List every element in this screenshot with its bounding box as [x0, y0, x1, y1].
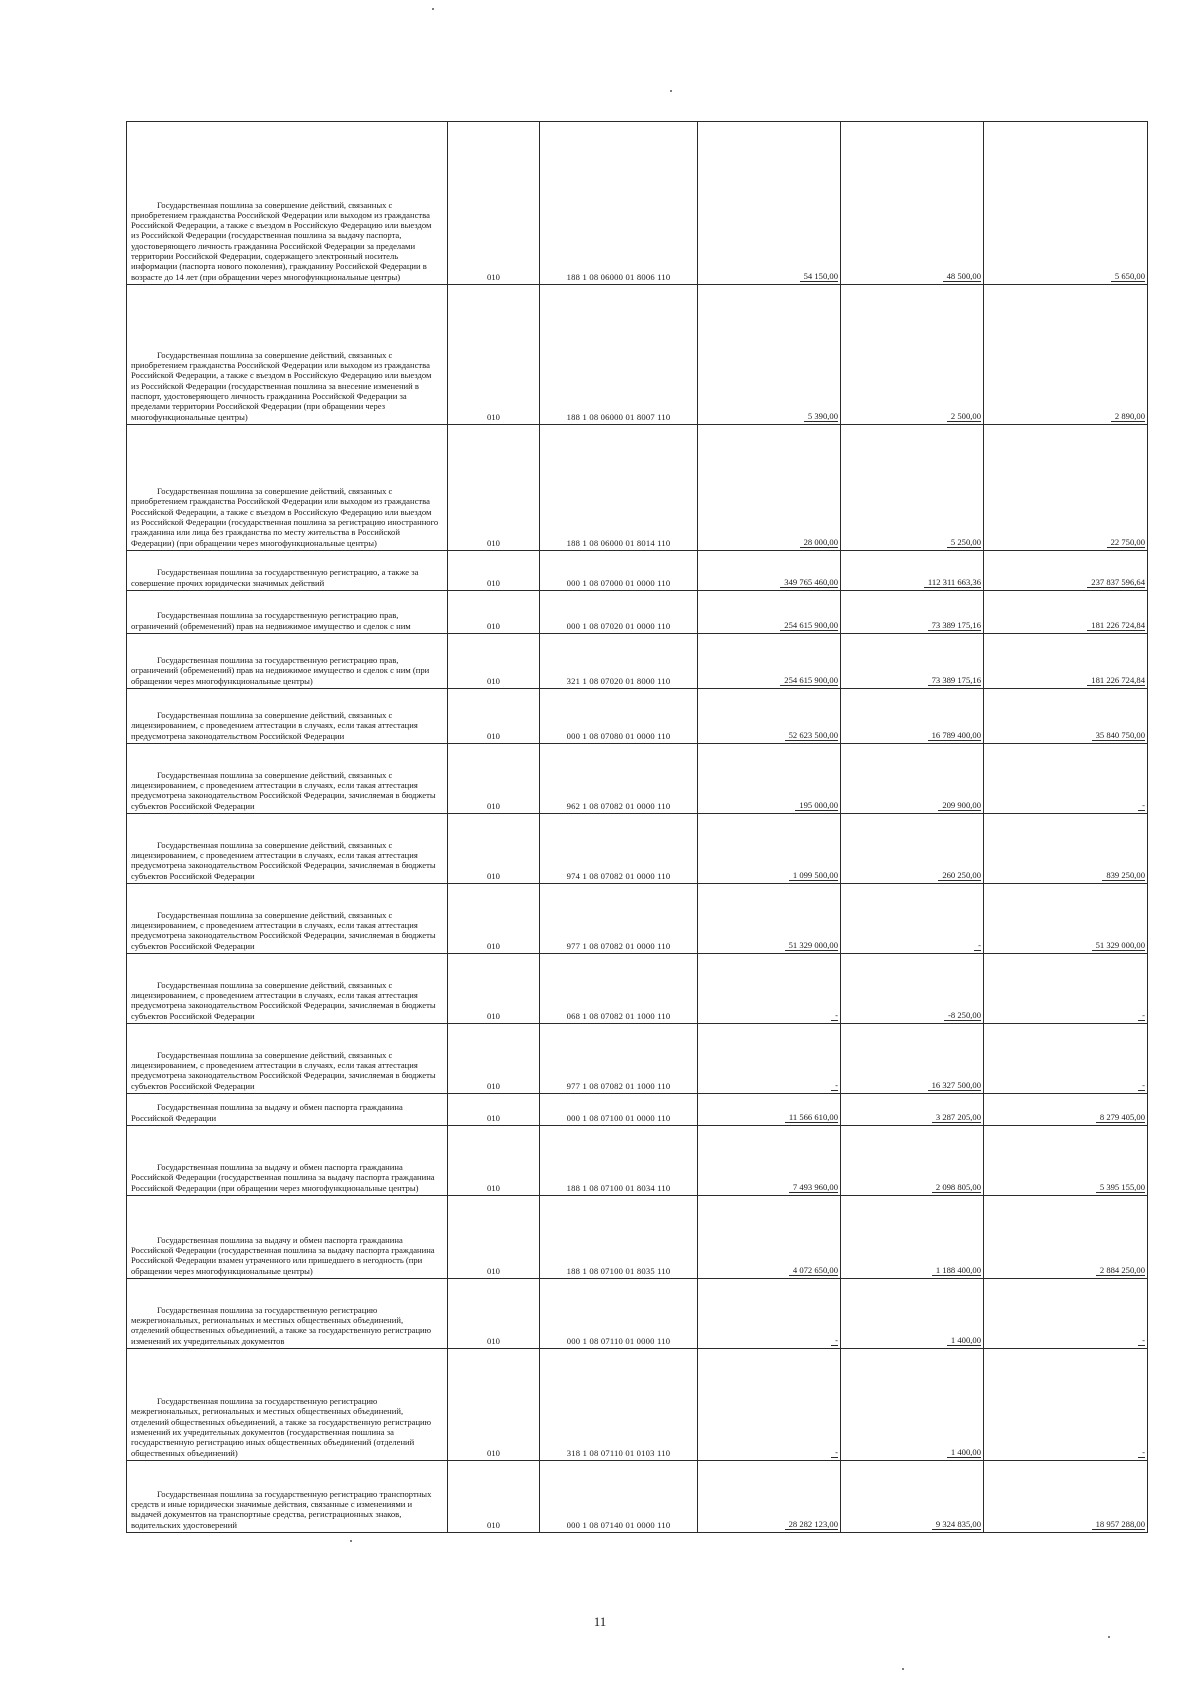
row-remaining-value: 22 750,00 [984, 425, 1148, 551]
row-plan-value: 7 493 960,00 [698, 1126, 841, 1196]
row-executed-value: - [841, 884, 984, 954]
row-remaining-value: 181 226 724,84 [984, 591, 1148, 634]
row-plan-value: 195 000,00 [698, 744, 841, 814]
row-kbk-code: 974 1 08 07082 01 0000 110 [540, 814, 698, 884]
row-name: Государственная пошлина за совершение действий, связанных с лицензированием, с проведением аттестации в случаях, если такая аттестация предусмотрена законодательством Российской Федерации, зачисляемая в бюджеты субъектов Российской Федерации [127, 884, 448, 954]
row-plan-value: 254 615 900,00 [698, 634, 841, 689]
row-executed-value: 16 789 400,00 [841, 689, 984, 744]
page-number: 11 [593, 1614, 607, 1629]
row-line-code: 010 [448, 285, 540, 425]
row-name: Государственная пошлина за выдачу и обмен паспорта гражданина Российской Федерации (государственная пошлина за выдачу паспорта гражданина Российской Федерации (при обращении через многофункциональные центры) [127, 1126, 448, 1196]
row-name: Государственная пошлина за государственную регистрацию транспортных средств и иные юридически значимые действия, связанные с изменениями и выдачей документов на транспортные средства, регистрационных знаков, водительских удостоверений [127, 1461, 448, 1533]
row-executed-value: -8 250,00 [841, 954, 984, 1024]
row-executed-value: 2 500,00 [841, 285, 984, 425]
row-name: Государственная пошлина за совершение действий, связанных с лицензированием, с проведением аттестации в случаях, если такая аттестация предусмотрена законодательством Российской Федерации, зачисляемая в бюджеты субъектов Российской Федерации [127, 1024, 448, 1094]
row-plan-value: - [698, 1349, 841, 1461]
row-name: Государственная пошлина за государственную регистрацию, а также за совершение прочих юридически значимых действий [127, 551, 448, 591]
table-row [127, 1024, 1148, 1094]
row-kbk-code: 188 1 08 06000 01 8014 110 [540, 425, 698, 551]
row-remaining-value: - [984, 954, 1148, 1024]
row-line-code: 010 [448, 689, 540, 744]
table-row [127, 591, 1148, 634]
row-plan-value: - [698, 1024, 841, 1094]
row-plan-value: 51 329 000,00 [698, 884, 841, 954]
table-row [127, 1126, 1148, 1196]
row-line-code: 010 [448, 1024, 540, 1094]
row-line-code: 010 [448, 1126, 540, 1196]
row-executed-value: 9 324 835,00 [841, 1461, 984, 1533]
row-remaining-value: 35 840 750,00 [984, 689, 1148, 744]
scan-speck [1108, 1636, 1110, 1638]
row-kbk-code: 977 1 08 07082 01 0000 110 [540, 884, 698, 954]
budget-revenue-table [126, 121, 1148, 1533]
row-kbk-code: 000 1 08 07020 01 0000 110 [540, 591, 698, 634]
row-name: Государственная пошлина за выдачу и обмен паспорта гражданина Российской Федерации [127, 1094, 448, 1126]
row-kbk-code: 188 1 08 07100 01 8034 110 [540, 1126, 698, 1196]
row-name: Государственная пошлина за совершение действий, связанных с лицензированием, с проведением аттестации в случаях, если такая аттестация предусмотрена законодательством Российской Федерации, зачисляемая в бюджеты субъектов Российской Федерации [127, 954, 448, 1024]
row-executed-value: 2 098 805,00 [841, 1126, 984, 1196]
row-remaining-value: 237 837 596,64 [984, 551, 1148, 591]
row-kbk-code: 188 1 08 07100 01 8035 110 [540, 1196, 698, 1279]
row-plan-value: 349 765 460,00 [698, 551, 841, 591]
row-name: Государственная пошлина за государственную регистрацию межрегиональных, региональных и местных общественных объединений, отделений общественных объединений, а также за государственную регистрацию изменений их учредительных документов (государственная пошлина за государственную регистрацию иных общественных объединений (отделений общественных объединений) [127, 1349, 448, 1461]
row-remaining-value: 181 226 724,84 [984, 634, 1148, 689]
row-kbk-code: 321 1 08 07020 01 8000 110 [540, 634, 698, 689]
row-remaining-value: 18 957 288,00 [984, 1461, 1148, 1533]
row-executed-value: 1 188 400,00 [841, 1196, 984, 1279]
row-remaining-value: - [984, 744, 1148, 814]
row-kbk-code: 318 1 08 07110 01 0103 110 [540, 1349, 698, 1461]
row-kbk-code: 000 1 08 07110 01 0000 110 [540, 1279, 698, 1349]
table-row [127, 122, 1148, 285]
row-executed-value: 112 311 663,36 [841, 551, 984, 591]
row-name: Государственная пошлина за государственную регистрацию прав, ограничений (обременений) прав на недвижимое имущество и сделок с ним [127, 591, 448, 634]
row-line-code: 010 [448, 884, 540, 954]
scan-speck [670, 90, 672, 92]
row-remaining-value: 8 279 405,00 [984, 1094, 1148, 1126]
row-executed-value: 3 287 205,00 [841, 1094, 984, 1126]
row-kbk-code: 000 1 08 07140 01 0000 110 [540, 1461, 698, 1533]
row-line-code: 010 [448, 814, 540, 884]
table-row [127, 744, 1148, 814]
row-remaining-value: 2 890,00 [984, 285, 1148, 425]
row-remaining-value: 839 250,00 [984, 814, 1148, 884]
row-plan-value: 54 150,00 [698, 122, 841, 285]
row-plan-value: - [698, 954, 841, 1024]
row-plan-value: 28 282 123,00 [698, 1461, 841, 1533]
table-row [127, 1349, 1148, 1461]
row-name: Государственная пошлина за совершение действий, связанных с приобретением гражданства Российской Федерации или выходом из гражданства Российской Федерации, а также с въездом в Российскую Федерацию или выездом из Российской Федерации (государственная пошлина за регистрацию иностранного гражданина или лица без гражданства по месту жительства в Российской Федерации) (при обращении через многофункциональные центры) [127, 425, 448, 551]
row-line-code: 010 [448, 1094, 540, 1126]
row-remaining-value: 51 329 000,00 [984, 884, 1148, 954]
scan-speck [350, 1540, 352, 1542]
row-kbk-code: 962 1 08 07082 01 0000 110 [540, 744, 698, 814]
row-executed-value: 5 250,00 [841, 425, 984, 551]
row-name: Государственная пошлина за совершение действий, связанных с лицензированием, с проведением аттестации в случаях, если такая аттестация предусмотрена законодательством Российской Федерации, зачисляемая в бюджеты субъектов Российской Федерации [127, 814, 448, 884]
row-executed-value: 1 400,00 [841, 1279, 984, 1349]
row-name: Государственная пошлина за выдачу и обмен паспорта гражданина Российской Федерации (государственная пошлина за выдачу паспорта гражданина Российской Федерации взамен утраченного или пришедшего в негодность (при обращении через многофункциональные центры) [127, 1196, 448, 1279]
table-row [127, 1196, 1148, 1279]
row-kbk-code: 977 1 08 07082 01 1000 110 [540, 1024, 698, 1094]
row-executed-value: 209 900,00 [841, 744, 984, 814]
table-row [127, 954, 1148, 1024]
row-remaining-value: 2 884 250,00 [984, 1196, 1148, 1279]
row-plan-value: 1 099 500,00 [698, 814, 841, 884]
row-name: Государственная пошлина за государственную регистрацию прав, ограничений (обременений) прав на недвижимое имущество и сделок с ним (при обращении через многофункциональные центры) [127, 634, 448, 689]
row-line-code: 010 [448, 1461, 540, 1533]
row-line-code: 010 [448, 1196, 540, 1279]
row-plan-value: 28 000,00 [698, 425, 841, 551]
row-executed-value: 1 400,00 [841, 1349, 984, 1461]
row-plan-value: 52 623 500,00 [698, 689, 841, 744]
scan-speck [432, 8, 434, 10]
row-plan-value: 254 615 900,00 [698, 591, 841, 634]
row-kbk-code: 068 1 08 07082 01 1000 110 [540, 954, 698, 1024]
row-line-code: 010 [448, 1349, 540, 1461]
row-line-code: 010 [448, 744, 540, 814]
row-remaining-value: 5 650,00 [984, 122, 1148, 285]
row-line-code: 010 [448, 954, 540, 1024]
row-executed-value: 48 500,00 [841, 122, 984, 285]
row-executed-value: 16 327 500,00 [841, 1024, 984, 1094]
table-body [127, 122, 1148, 1533]
row-line-code: 010 [448, 634, 540, 689]
row-executed-value: 73 389 175,16 [841, 634, 984, 689]
table-row [127, 425, 1148, 551]
row-plan-value: 5 390,00 [698, 285, 841, 425]
row-executed-value: 73 389 175,16 [841, 591, 984, 634]
row-plan-value: 11 566 610,00 [698, 1094, 841, 1126]
table-row [127, 814, 1148, 884]
row-kbk-code: 000 1 08 07000 01 0000 110 [540, 551, 698, 591]
table-row [127, 1461, 1148, 1533]
row-line-code: 010 [448, 591, 540, 634]
row-plan-value: - [698, 1279, 841, 1349]
row-line-code: 010 [448, 122, 540, 285]
row-line-code: 010 [448, 425, 540, 551]
row-kbk-code: 000 1 08 07100 01 0000 110 [540, 1094, 698, 1126]
row-name: Государственная пошлина за совершение действий, связанных с лицензированием, с проведением аттестации в случаях, если такая аттестация предусмотрена законодательством Российской Федерации, зачисляемая в бюджеты субъектов Российской Федерации [127, 744, 448, 814]
row-kbk-code: 188 1 08 06000 01 8006 110 [540, 122, 698, 285]
table-row [127, 1094, 1148, 1126]
row-kbk-code: 188 1 08 06000 01 8007 110 [540, 285, 698, 425]
table-row [127, 689, 1148, 744]
row-remaining-value: 5 395 155,00 [984, 1126, 1148, 1196]
table-row [127, 884, 1148, 954]
row-remaining-value: - [984, 1279, 1148, 1349]
scan-speck [902, 1668, 904, 1670]
row-name: Государственная пошлина за совершение действий, связанных с лицензированием, с проведением аттестации в случаях, если такая аттестация предусмотрена законодательством Российской Федерации [127, 689, 448, 744]
row-remaining-value: - [984, 1024, 1148, 1094]
row-name: Государственная пошлина за совершение действий, связанных с приобретением гражданства Российской Федерации или выходом из гражданства Российской Федерации, а также с въездом в Российскую Федерацию или выездом из Российской Федерации (государственная пошлина за выдачу паспорта, удостоверяющего личность гражданина Российской Федерации за пределами территории Российской Федерации, содержащего электронный носитель информации (паспорта нового поколения), гражданину Российской Федерации в возрасте до 14 лет (при обращении через многофункциональные центры) [127, 122, 448, 285]
row-name: Государственная пошлина за государственную регистрацию межрегиональных, региональных и местных общественных объединений, отделений общественных объединений, а также за государственную регистрацию изменений их учредительных документов [127, 1279, 448, 1349]
row-name: Государственная пошлина за совершение действий, связанных с приобретением гражданства Российской Федерации или выходом из гражданства Российской Федерации, а также с въездом в Российскую Федерацию или выездом из Российской Федерации (государственная пошлина за внесение изменений в паспорт, удостоверяющего личность гражданина Российской Федерации за пределами территории Российской Федерации (при обращении через многофункциональные центры) [127, 285, 448, 425]
row-executed-value: 260 250,00 [841, 814, 984, 884]
row-line-code: 010 [448, 551, 540, 591]
row-kbk-code: 000 1 08 07080 01 0000 110 [540, 689, 698, 744]
table-row [127, 634, 1148, 689]
table-row [127, 285, 1148, 425]
row-plan-value: 4 072 650,00 [698, 1196, 841, 1279]
table-row [127, 551, 1148, 591]
row-remaining-value: - [984, 1349, 1148, 1461]
table-row [127, 1279, 1148, 1349]
row-line-code: 010 [448, 1279, 540, 1349]
